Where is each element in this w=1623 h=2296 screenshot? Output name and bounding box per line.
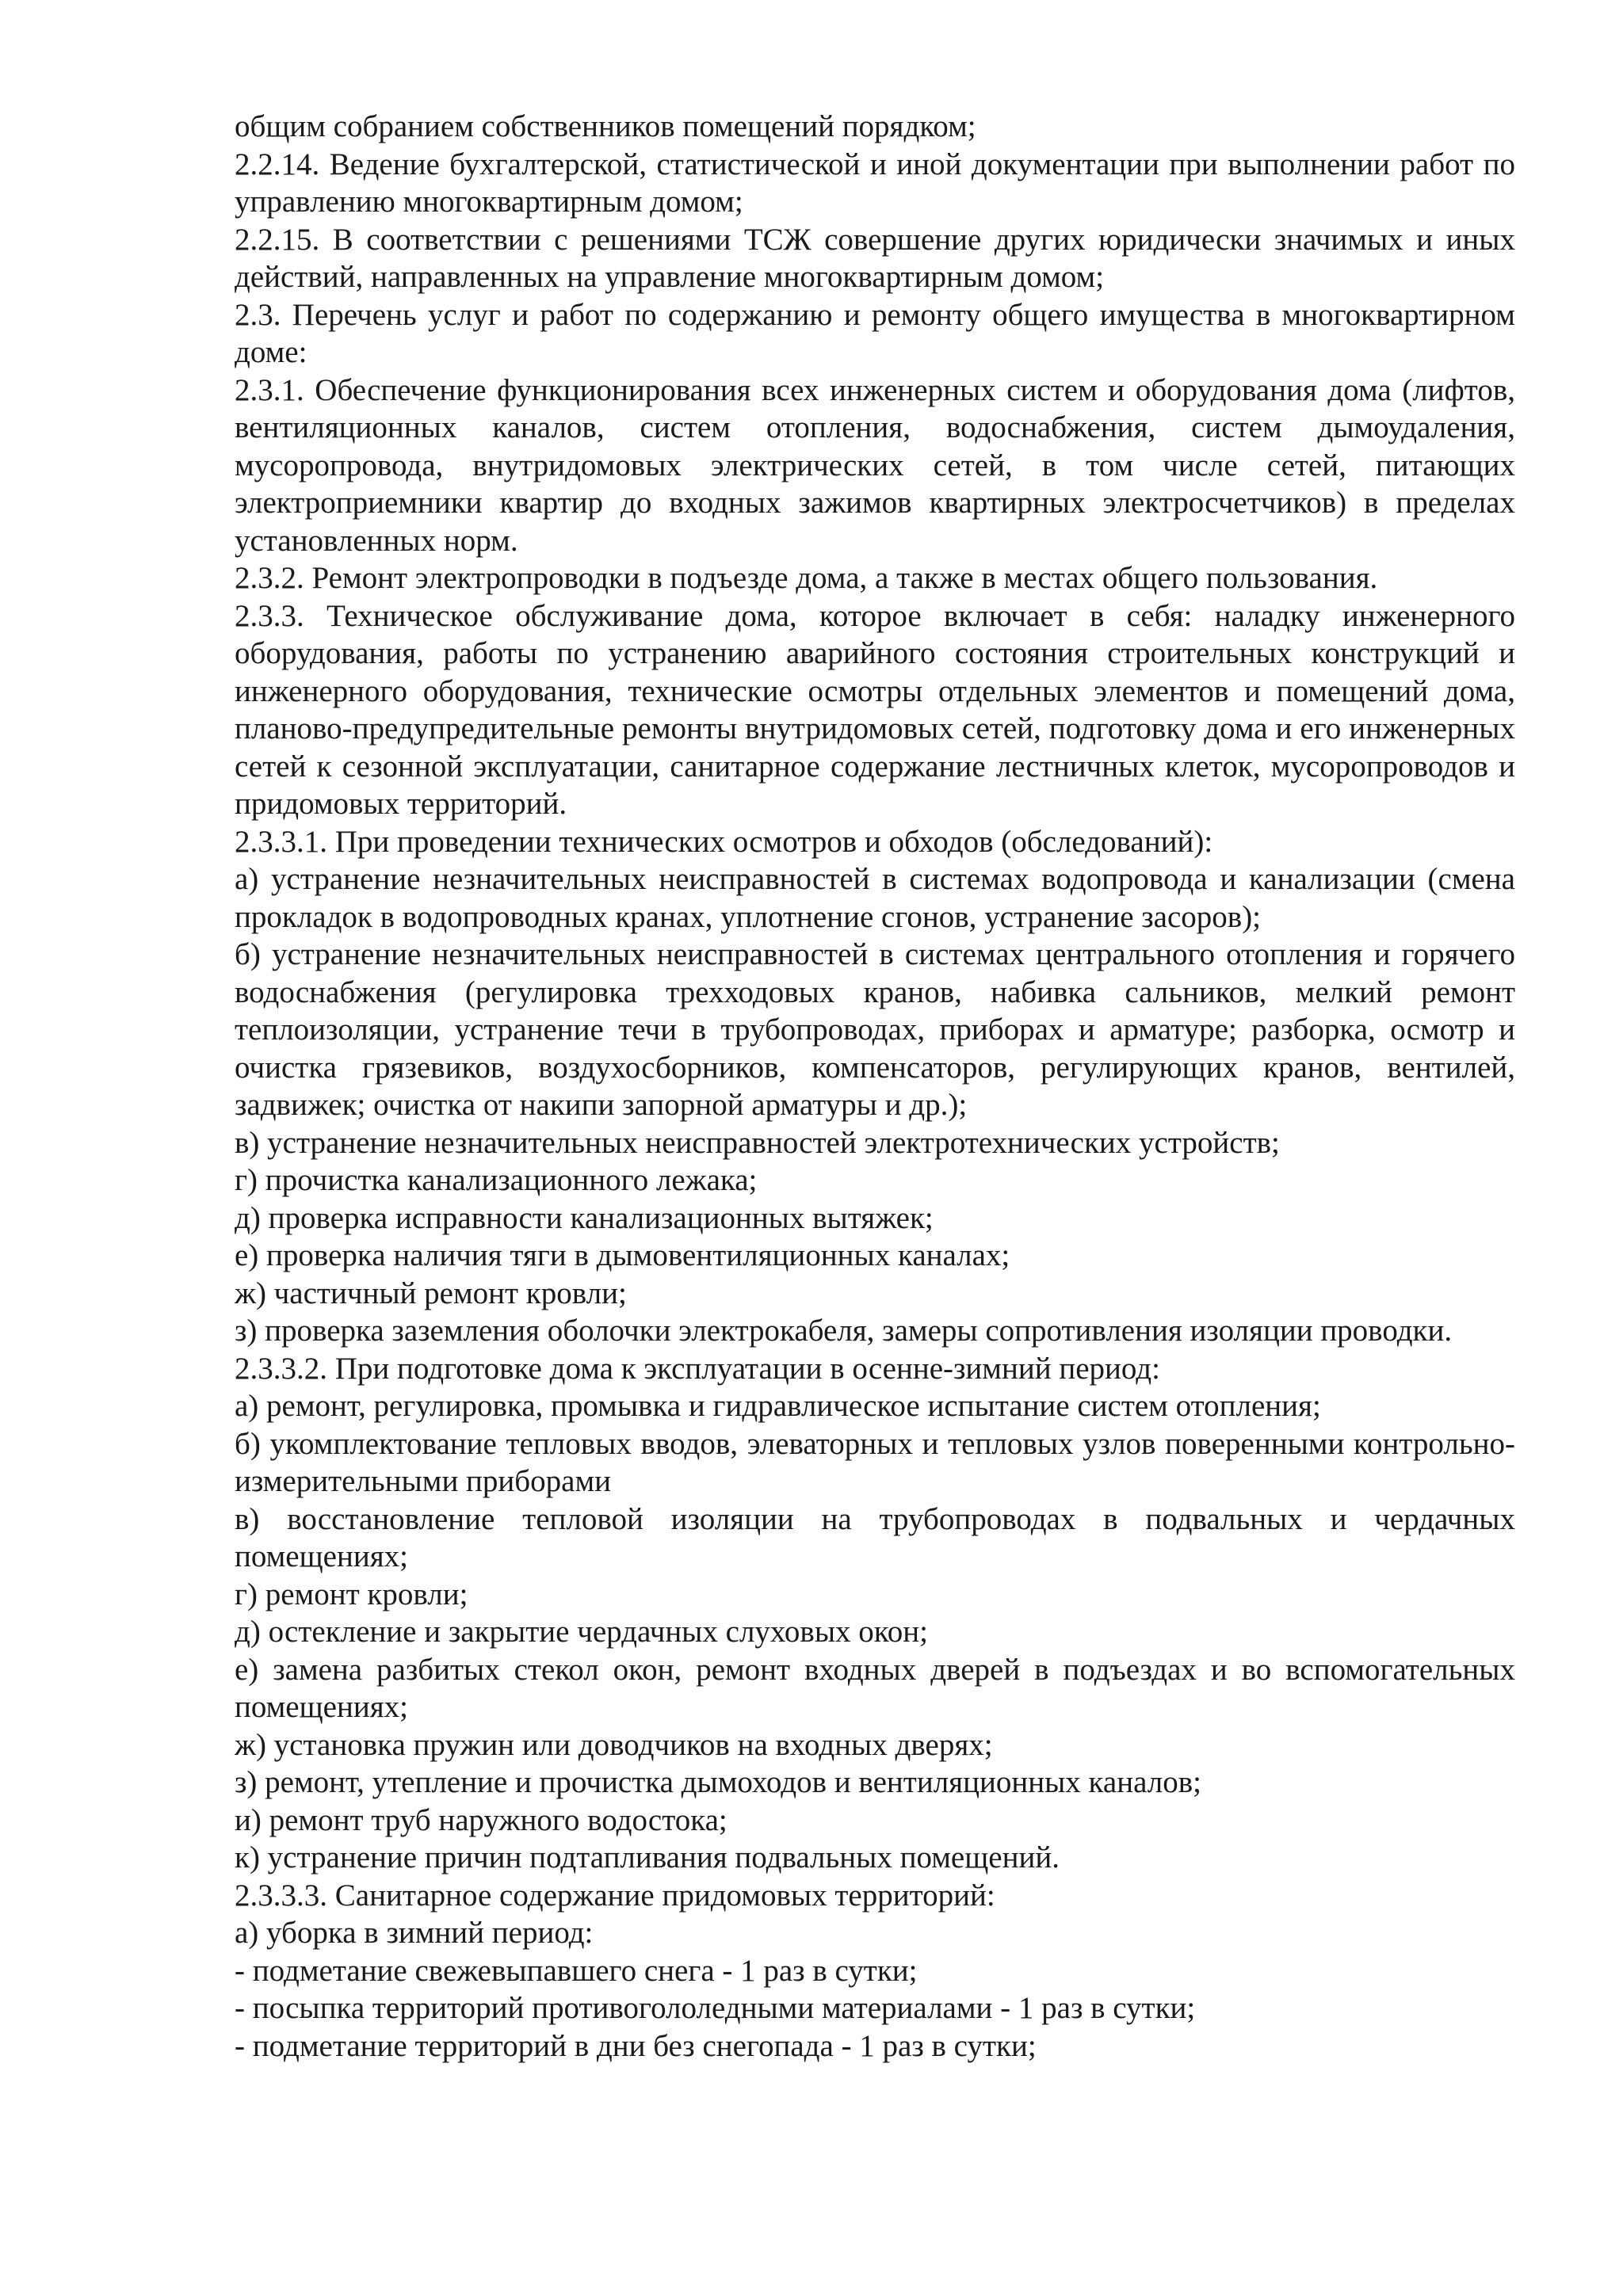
paragraph: а) устранение незначительных неисправностей в системах водопровода и канализации (смена прокладок в водопроводных кранах, уплотнение сгонов, устранение засоров); [235, 862, 1515, 934]
paragraph: 2.2.15. В соответствии с решениями ТСЖ совершение других юридически значимых и иных действий, направленных на управление многоквартирным домом; [235, 222, 1515, 294]
paragraph: в) восстановление тепловой изоляции на трубопроводах в подвальных и чердачных помещениях; [235, 1501, 1515, 1573]
paragraph: к) устранение причин подтапливания подвальных помещений. [235, 1840, 1060, 1875]
paragraph: 2.3.3. Техническое обслуживание дома, которое включает в себя: наладку инженерного оборудования, работы по устранению аварийного состояния строительных конструкций и инженерного оборудования, технические осмотры отдельных элементов и помещений дома, планово-предупредительные ремонты внутридомовых сетей, подготовку дома и его инженерных сетей к сезонной эксплуатации, санитарное содержание лестничных клеток, мусоропроводов и придомовых территорий. [235, 598, 1515, 821]
paragraph: 2.3.3.1. При проведении технических осмотров и обходов (обследований): [235, 824, 1213, 859]
paragraph: д) остекление и закрытие чердачных слуховых окон; [235, 1615, 928, 1649]
paragraph: в) устранение незначительных неисправностей электротехнических устройств; [235, 1125, 1280, 1160]
paragraph: д) проверка исправности канализационных вытяжек; [235, 1200, 934, 1235]
paragraph: - подметание свежевыпавшего снега - 1 раз в сутки; [235, 1953, 918, 1988]
paragraph: 2.3.3.3. Санитарное содержание придомовых территорий: [235, 1878, 995, 1913]
paragraph: а) ремонт, регулировка, промывка и гидравлическое испытание систем отопления; [235, 1389, 1321, 1423]
paragraph: 2.3.1. Обеспечение функционирования всех инженерных систем и оборудования дома (лифтов, вентиляционных каналов, систем отопления, водоснабжения, систем дымоудаления, мусоропровода, внутридомовых электрических сетей, в том числе сетей, питающих электроприемники квартир до входных зажимов квартирных электросчетчиков) в пределах установленных норм. [235, 372, 1515, 558]
paragraph: общим собранием собственников помещений порядком; [235, 109, 976, 143]
paragraph: е) замена разбитых стекол окон, ремонт входных дверей в подъездах и во вспомогательных помещениях; [235, 1652, 1515, 1724]
paragraph: 2.3.3.2. При подготовке дома к эксплуатации в осенне-зимний период: [235, 1351, 1160, 1386]
paragraph: и) ремонт труб наружного водостока; [235, 1802, 727, 1837]
paragraph: 2.3.2. Ремонт электропроводки в подъезде дома, а также в местах общего пользования. [235, 561, 1378, 595]
paragraph: г) ремонт кровли; [235, 1577, 468, 1611]
paragraph: 2.3. Перечень услуг и работ по содержанию и ремонту общего имущества в многоквартирном доме: [235, 297, 1515, 369]
document-body [235, 108, 1515, 2065]
paragraph: ж) частичный ремонт кровли; [235, 1276, 627, 1310]
paragraph: з) ремонт, утепление и прочистка дымоходов и вентиляционных каналов; [235, 1765, 1201, 1799]
paragraph: ж) установка пружин или доводчиков на входных дверях; [235, 1727, 993, 1762]
paragraph: 2.2.14. Ведение бухгалтерской, статистической и иной документации при выполнении работ по управлению многоквартирным домом; [235, 147, 1515, 219]
paragraph: б) укомплектование тепловых вводов, элеваторных и тепловых узлов поверенными контрольно-измерительными приборами [235, 1426, 1515, 1498]
paragraph: - подметание территорий в дни без снегопада - 1 раз в сутки; [235, 2028, 1037, 2063]
paragraph: б) устранение незначительных неисправностей в системах центрального отопления и горячего водоснабжения (регулировка трехходовых кранов, набивка сальников, мелкий ремонт теплоизоляции, устранение течи в трубопроводах, приборах и арматуре; разборка, осмотр и очистка грязевиков, воздухосборников, компенсаторов, регулирующих кранов, вентилей, задвижек; очистка от накипи запорной арматуры и др.); [235, 937, 1515, 1122]
paragraph: г) прочистка канализационного лежака; [235, 1163, 758, 1197]
paragraph: - посыпка территорий противогололедными материалами - 1 раз в сутки; [235, 1991, 1196, 2025]
paragraph: з) проверка заземления оболочки электрокабеля, замеры сопротивления изоляции проводки. [235, 1314, 1453, 1348]
paragraph: е) проверка наличия тяги в дымовентиляционных каналах; [235, 1238, 1010, 1272]
paragraph: а) уборка в зимний период: [235, 1916, 594, 1950]
